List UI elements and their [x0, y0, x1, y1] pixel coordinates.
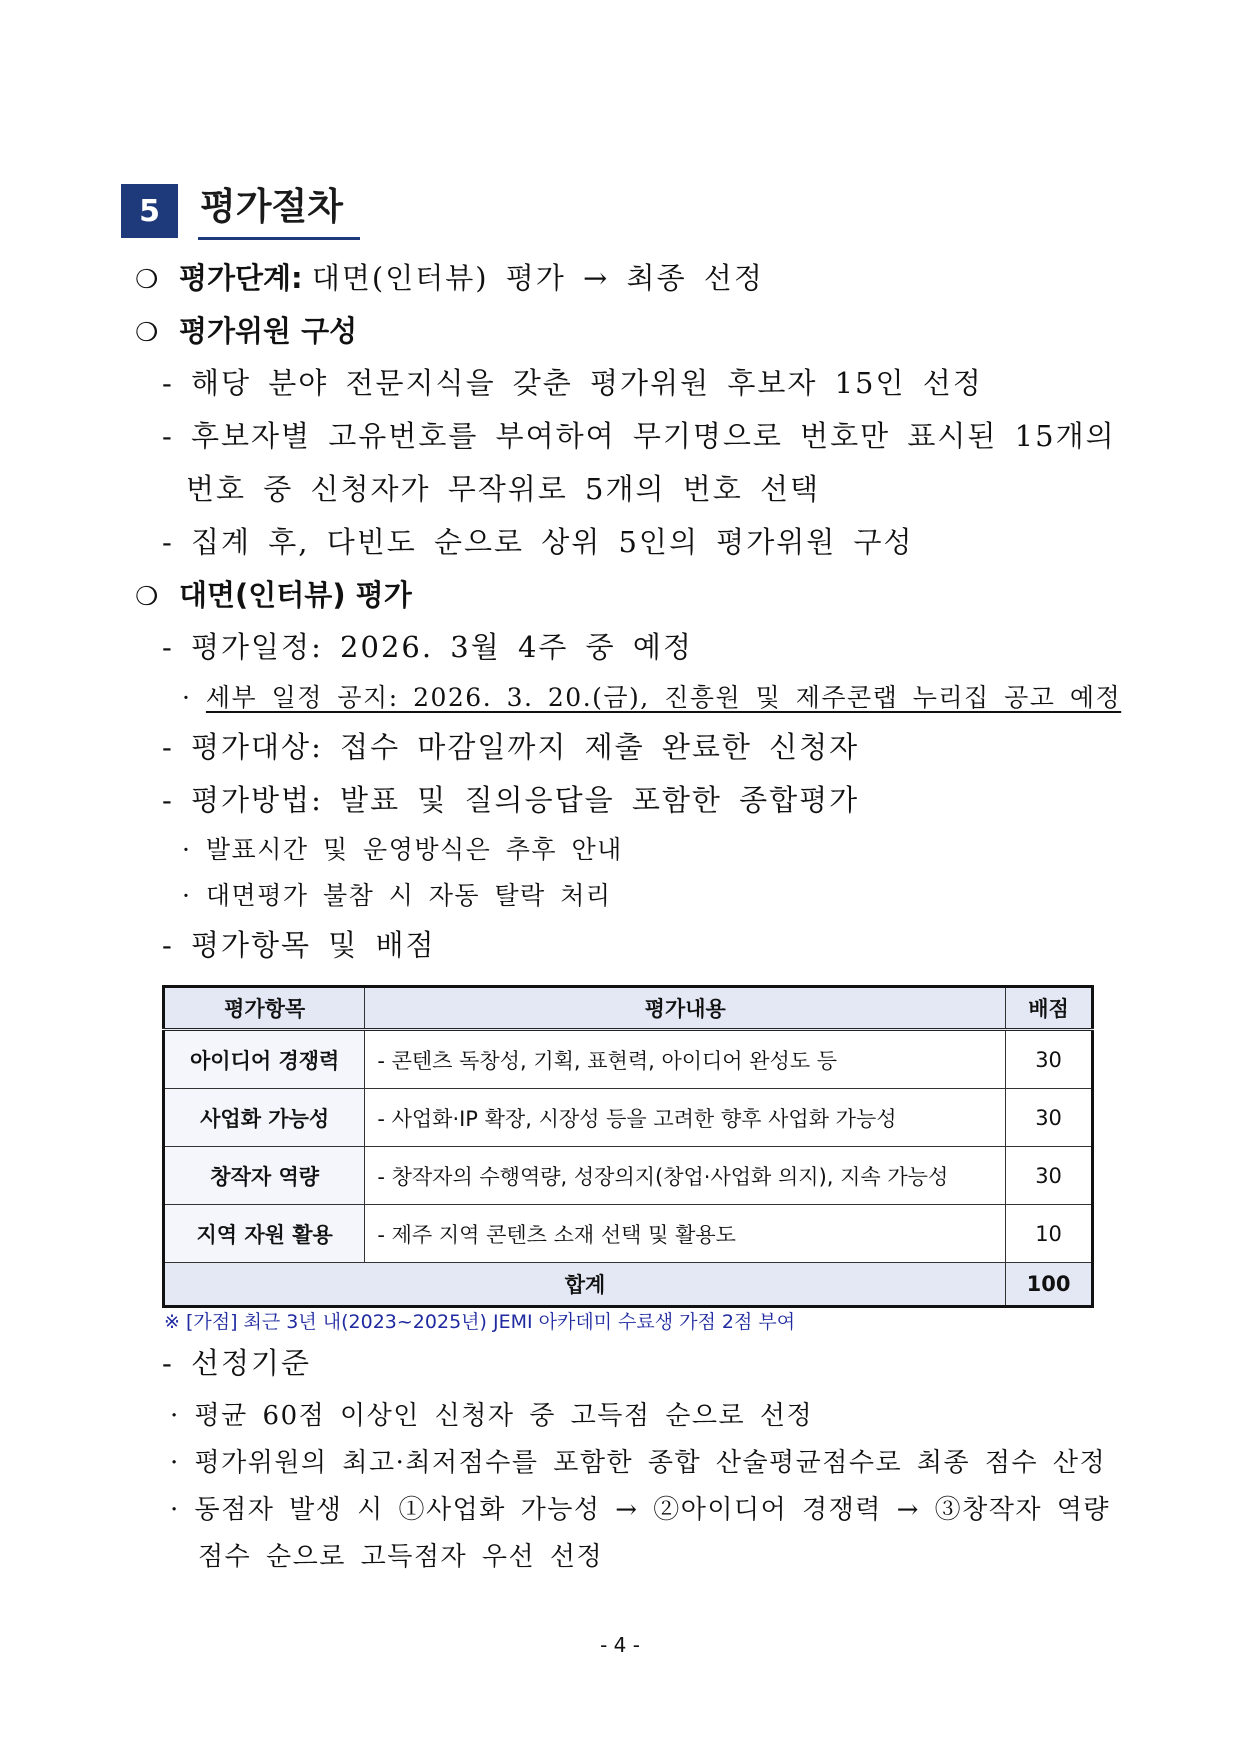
method-detail-1: · 발표시간 및 운영방식은 추후 안내 — [182, 835, 623, 864]
committee-item-2a: - 후보자별 고유번호를 부여하여 무기명으로 번호만 표시된 15개의 — [162, 419, 1116, 453]
stage-heading — [135, 258, 764, 300]
committee-label: 평가위원 구성 — [179, 314, 358, 348]
dot-bullet: · — [182, 683, 192, 712]
interview-heading — [135, 575, 412, 617]
row-content: - 콘텐츠 독창성, 기획, 표현력, 아이디어 완성도 등 — [365, 1030, 1006, 1089]
row-item: 지역 자원 활용 — [164, 1205, 365, 1263]
target-item: - 평가대상: 접수 마감일까지 제출 완료한 신청자 — [162, 730, 860, 764]
score-table — [162, 985, 1094, 1308]
method-detail-2: · 대면평가 불참 시 자동 탈락 처리 — [182, 881, 612, 910]
committee-item-1: - 해당 분야 전문지식을 갖춘 평가위원 후보자 15인 선정 — [162, 366, 983, 400]
row-item: 창작자 역량 — [164, 1147, 365, 1205]
committee-item-2b: 번호 중 신청자가 무작위로 5개의 번호 선택 — [186, 472, 820, 506]
table-total-row — [164, 1263, 1093, 1307]
table-row — [164, 1147, 1093, 1205]
row-points: 10 — [1006, 1205, 1093, 1263]
row-points: 30 — [1006, 1147, 1093, 1205]
schedule-detail — [182, 681, 1121, 715]
circle-bullet-icon: ❍ — [135, 265, 159, 295]
committee-heading — [135, 311, 357, 353]
score-title: - 평가항목 및 배점 — [162, 928, 436, 962]
header-points: 배점 — [1006, 987, 1093, 1030]
interview-label: 대면(인터뷰) 평가 — [179, 578, 412, 612]
row-points: 30 — [1006, 1030, 1093, 1089]
section-title: 평가절차 — [200, 185, 343, 228]
table-row — [164, 1205, 1093, 1263]
method-item: - 평가방법: 발표 및 질의응답을 포함한 종합평가 — [162, 783, 860, 817]
criteria-item-2: · 평가위원의 최고·최저점수를 포함한 종합 산술평균점수로 최종 점수 산정 — [170, 1448, 1107, 1478]
row-item: 아이디어 경쟁력 — [164, 1030, 365, 1089]
table-row — [164, 1089, 1093, 1147]
criteria-item-1: · 평균 60점 이상인 신청자 중 고득점 순으로 선정 — [170, 1401, 814, 1431]
row-content: - 사업화·IP 확장, 시장성 등을 고려한 향후 사업화 가능성 — [365, 1089, 1006, 1147]
section-number-badge: 5 — [121, 184, 178, 238]
criteria-title: - 선정기준 — [162, 1346, 312, 1380]
stage-text: 대면(인터뷰) 평가 → 최종 선정 — [311, 261, 764, 295]
criteria-item-3a: · 동점자 발생 시 ①사업화 가능성 → ②아이디어 경쟁력 → ③창작자 역량 — [170, 1495, 1111, 1525]
schedule-item: - 평가일정: 2026. 3월 4주 중 예정 — [162, 630, 693, 664]
section-title-underline — [198, 237, 360, 240]
circle-bullet-icon: ❍ — [135, 582, 159, 612]
header-content: 평가내용 — [365, 987, 1006, 1030]
header-item: 평가항목 — [164, 987, 365, 1030]
schedule-detail-text: 세부 일정 공지: 2026. 3. 20.(금), 진흥원 및 제주콘랩 누리집 공고 예정 — [205, 683, 1122, 712]
criteria-item-3b: 점수 순으로 고득점자 우선 선정 — [198, 1542, 604, 1572]
row-item: 사업화 가능성 — [164, 1089, 365, 1147]
bonus-note: ※ [가점] 최근 3년 내(2023~2025년) JEMI 아카데미 수료생 가점 2점 부여 — [164, 1311, 796, 1333]
row-content: - 제주 지역 콘텐츠 소재 선택 및 활용도 — [365, 1205, 1006, 1263]
committee-item-3: - 집계 후, 다빈도 순으로 상위 5인의 평가위원 구성 — [162, 525, 914, 559]
total-points: 100 — [1006, 1263, 1093, 1307]
row-content: - 창작자의 수행역량, 성장의지(창업·사업화 의지), 지속 가능성 — [365, 1147, 1006, 1205]
table-row — [164, 1030, 1093, 1089]
page-number: - 4 - — [600, 1633, 640, 1657]
table-header-row — [164, 987, 1093, 1030]
stage-label: 평가단계: — [179, 261, 303, 295]
total-label: 합계 — [164, 1263, 1006, 1307]
circle-bullet-icon: ❍ — [135, 318, 159, 348]
row-points: 30 — [1006, 1089, 1093, 1147]
